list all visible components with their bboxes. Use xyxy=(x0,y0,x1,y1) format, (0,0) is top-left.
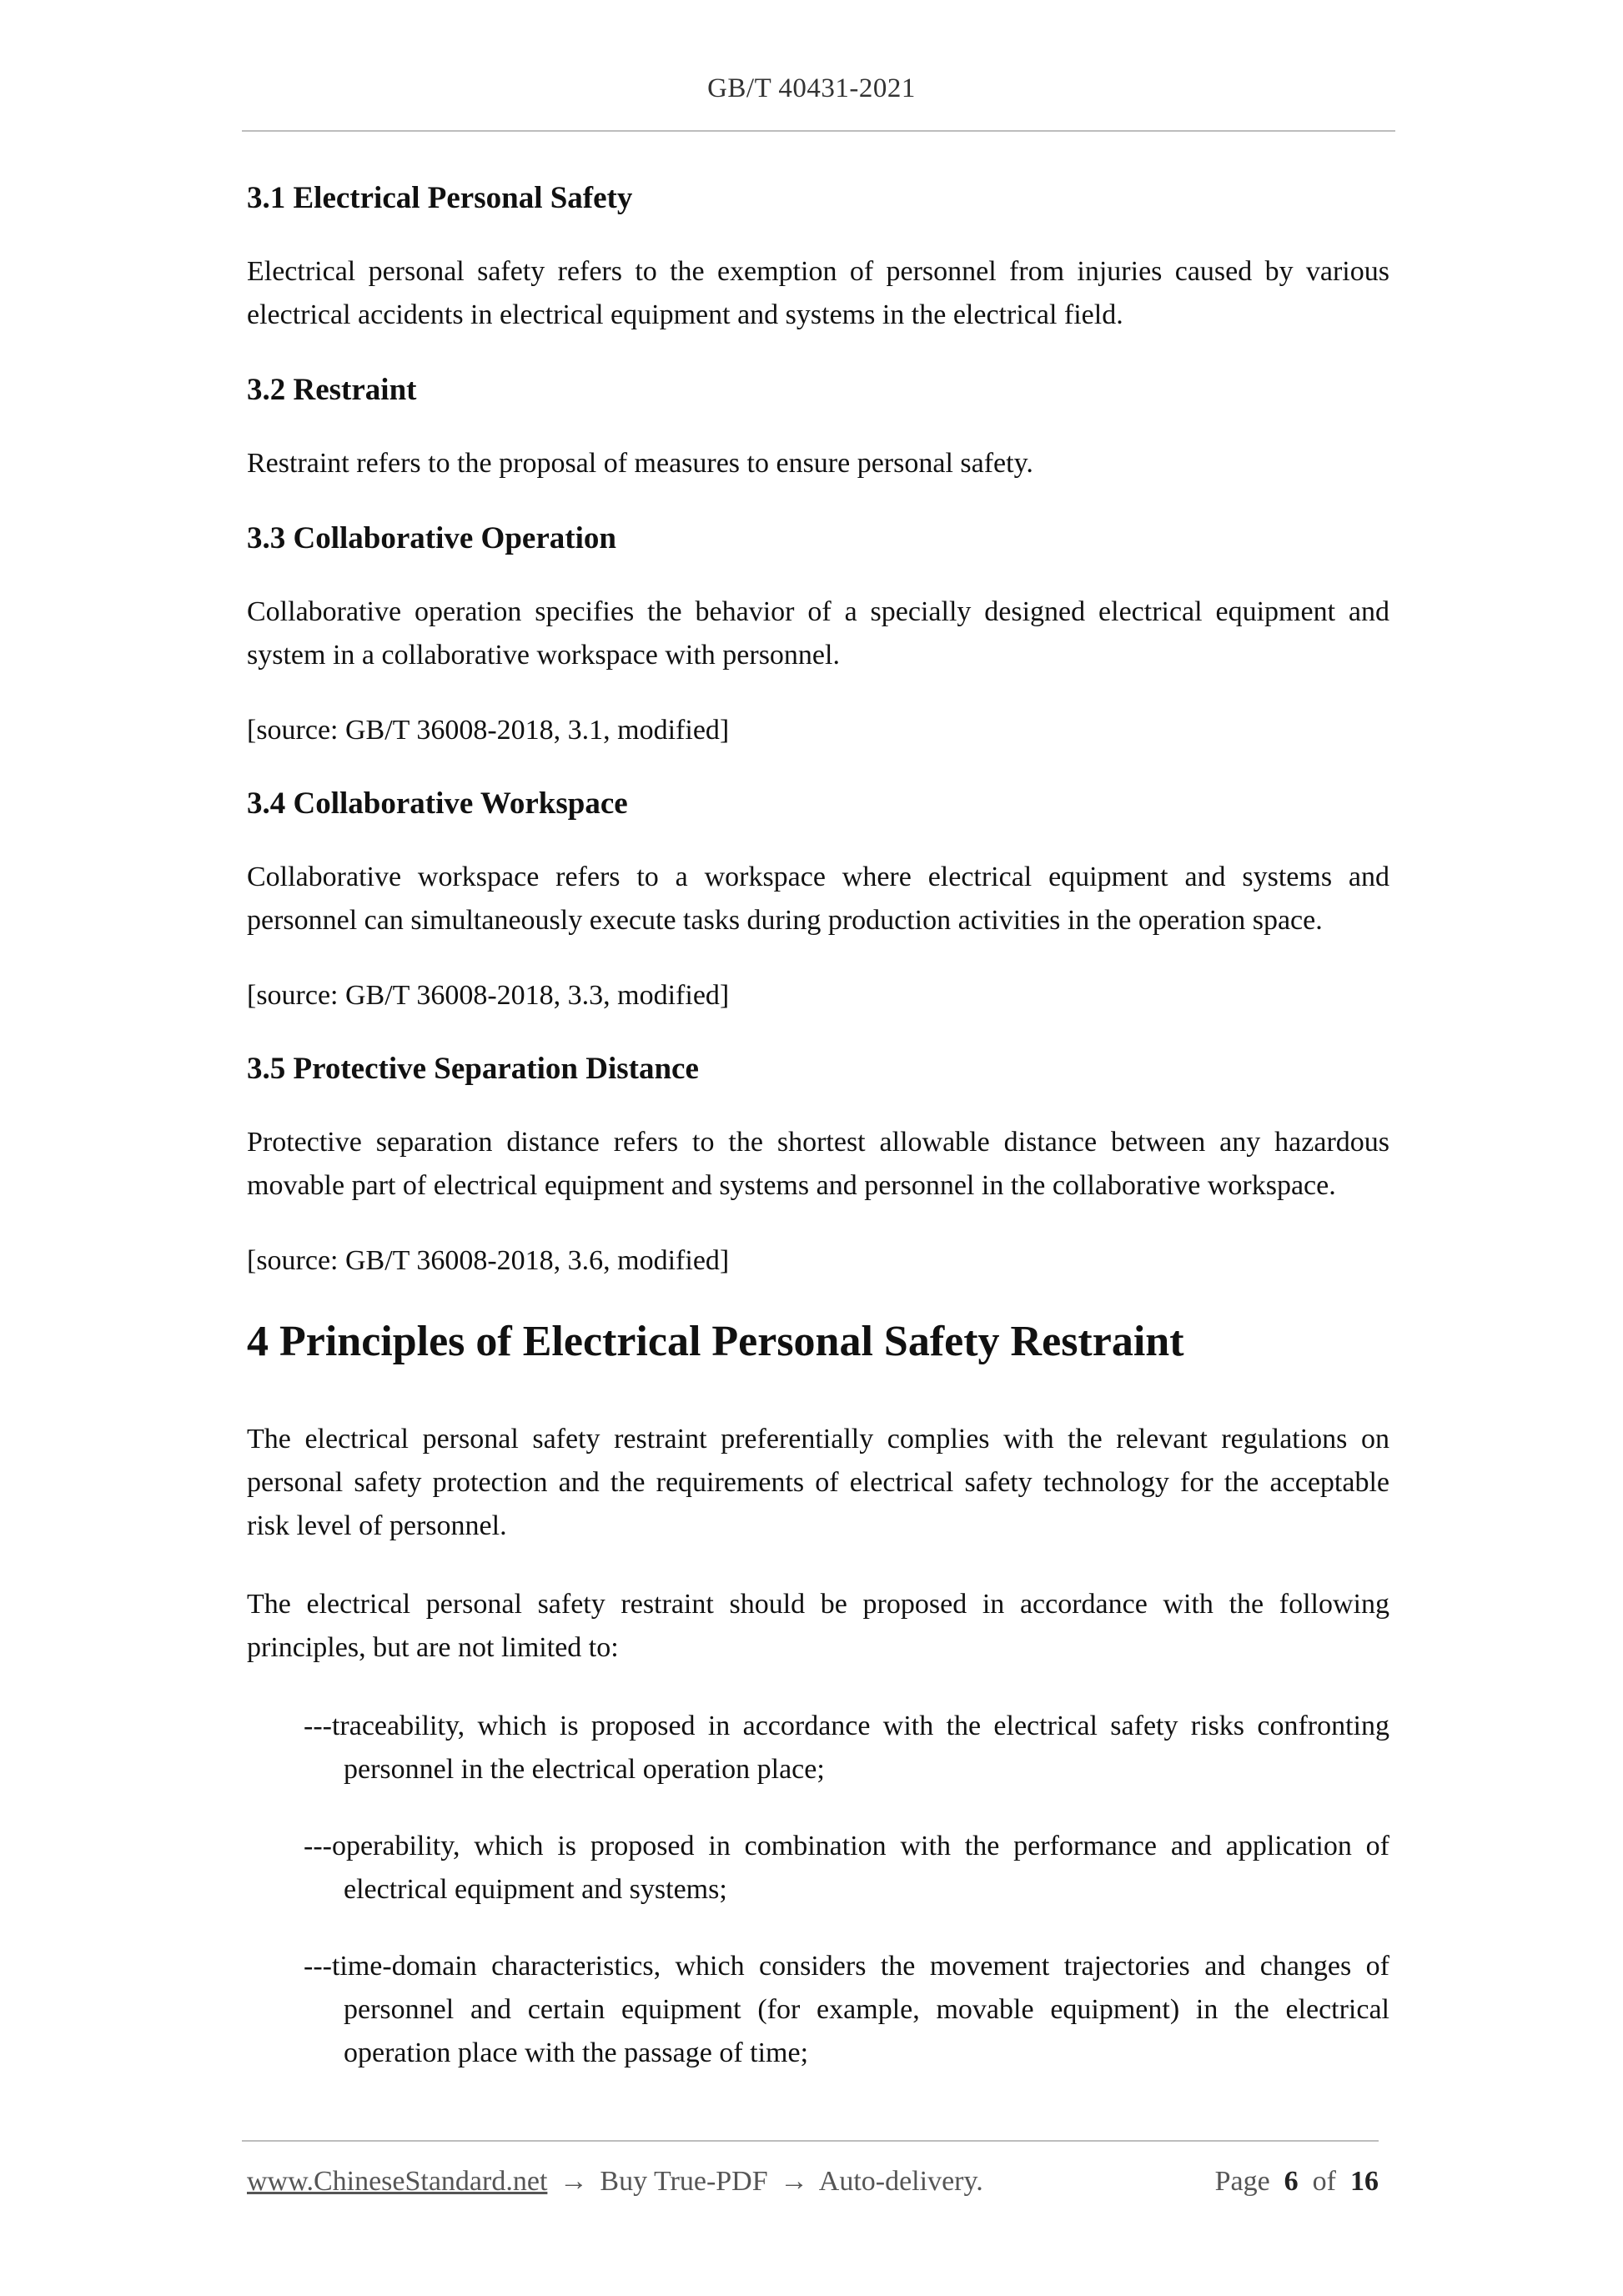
page-total: 16 xyxy=(1350,2166,1379,2197)
section-3-5-source: [source: GB/T 36008-2018, 3.6, modified] xyxy=(247,1245,730,1276)
section-3-1-heading: 3.1 Electrical Personal Safety xyxy=(247,181,633,215)
section-3-3-source: [source: GB/T 36008-2018, 3.1, modified] xyxy=(247,715,730,746)
section-3-2-body: Restraint refers to the proposal of measures to ensure personal safety. xyxy=(247,448,1033,479)
section-3-3-body: Collaborative operation specifies the behavior of a specially designed electrical equipment and system in a collaborative workspace with personnel. xyxy=(247,596,1389,671)
document-header: GB/T 40431-2021 xyxy=(707,73,916,103)
header-divider xyxy=(242,130,1395,132)
section-3-4-source: [source: GB/T 36008-2018, 3.3, modified] xyxy=(247,980,730,1011)
section-3-4-body: Collaborative workspace refers to a workspace where electrical equipment and systems and personnel can simultaneously execute tasks during production activities in the operation space. xyxy=(247,862,1389,936)
document-body xyxy=(247,177,1389,2108)
footer-promo xyxy=(247,2162,983,2202)
section-3-5-body: Protective separation distance refers to the shortest allowable distance between any hazardous movable part of electrical equipment and systems and personnel in the collaborative workspace. xyxy=(247,1127,1389,1201)
section-3-3-heading: 3.3 Collaborative Operation xyxy=(247,521,616,555)
chapter-4-paragraph-1: The electrical personal safety restraint preferentially complies with the relevant regulations on personal safety protection and the requirements of electrical safety technology for the acceptable risk level of personnel. xyxy=(247,1424,1389,1541)
section-3-4-heading: 3.4 Collaborative Workspace xyxy=(247,786,628,821)
auto-delivery-text: Auto-delivery. xyxy=(818,2166,983,2197)
section-3-1-body: Electrical personal safety refers to the exemption of personnel from injuries caused by various electrical accidents in electrical equipment and systems in the electrical field. xyxy=(247,256,1389,330)
page-current: 6 xyxy=(1284,2166,1299,2197)
arrow-right-icon: → xyxy=(780,2166,809,2197)
page-counter xyxy=(1215,2162,1379,2202)
chapter-4-heading: 4 Principles of Electrical Personal Safety Restraint xyxy=(247,1318,1184,1365)
arrow-right-icon: → xyxy=(559,2166,588,2197)
of-label: of xyxy=(1312,2166,1336,2197)
principle-time-domain: ---time-domain characteristics, which considers the movement trajectories and changes of personnel and certain equipment (for example, movable equipment) in the electrical operation place with the passage of time; xyxy=(304,1951,1389,2068)
chapter-4-paragraph-2: The electrical personal safety restraint should be proposed in accordance with the following principles, but are not limited to: xyxy=(247,1589,1389,1663)
section-3-2-heading: 3.2 Restraint xyxy=(247,373,417,407)
buy-pdf-text: Buy True-PDF xyxy=(600,2166,768,2197)
principle-operability: ---operability, which is proposed in combination with the performance and application of electrical equipment and systems; xyxy=(304,1831,1389,1905)
principle-traceability: ---traceability, which is proposed in accordance with the electrical safety risks confronting personnel in the electrical operation place; xyxy=(304,1711,1389,1785)
site-link[interactable]: www.ChineseStandard.net xyxy=(247,2166,548,2197)
page-label: Page xyxy=(1214,2166,1270,2197)
section-3-5-heading: 3.5 Protective Separation Distance xyxy=(247,1052,699,1086)
footer-divider xyxy=(242,2140,1379,2142)
